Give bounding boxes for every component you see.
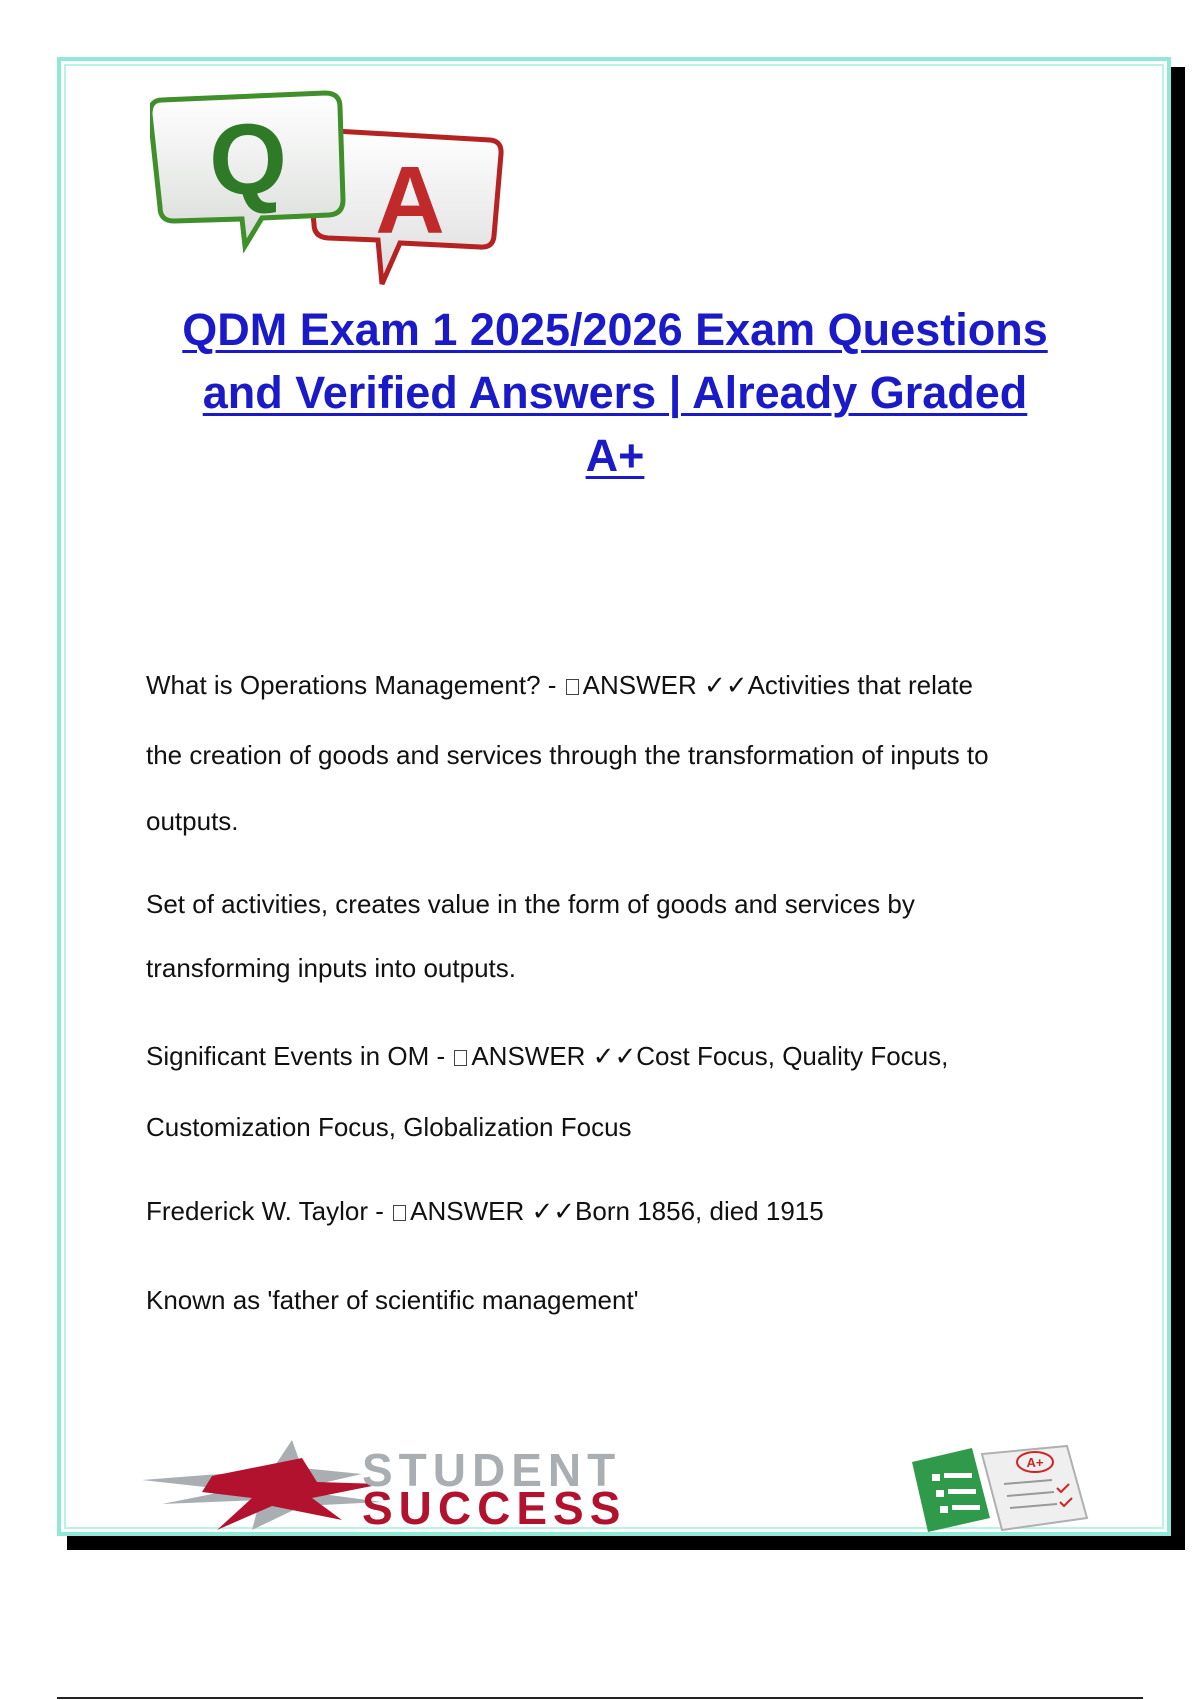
qa-item-set-of-activities	[146, 889, 1086, 984]
grade-badge: A+	[1026, 1455, 1044, 1470]
brand-line-success: SUCCESS	[362, 1482, 627, 1532]
title-line-2[interactable]: and Verified Answers | Already Graded	[202, 367, 1028, 418]
answer-text: Born 1856, died 1915	[575, 1196, 824, 1226]
qa-logo	[150, 88, 510, 298]
title-line-1[interactable]: QDM Exam 1 2025/2026 Exam Questions	[182, 304, 1048, 355]
a-letter: A	[375, 147, 445, 254]
star-swoosh-icon	[142, 1440, 382, 1530]
answer-text: Cost Focus, Quality Focus,	[636, 1041, 949, 1071]
question-text: What is Operations Management? -	[146, 670, 564, 700]
qa-line	[146, 670, 1086, 740]
answer-label: ANSWER ✓✓	[471, 1041, 637, 1071]
graded-paper-icon	[982, 1446, 1087, 1530]
qa-line: Known as 'father of scientific management'	[146, 1285, 639, 1315]
checklist-document-icon	[912, 1448, 990, 1532]
qa-line: outputs.	[146, 806, 239, 836]
qa-item-father-of-scientific-management	[146, 1285, 1086, 1316]
brand-line-student: STUDENT	[362, 1444, 622, 1496]
qa-line	[146, 1041, 1086, 1112]
title-line-3[interactable]: A+	[585, 430, 645, 481]
checkbox-marker-icon	[393, 1205, 406, 1221]
page-bottom-rule	[57, 1697, 1143, 1699]
answer-label: ANSWER ✓✓	[410, 1196, 576, 1226]
qa-line: transforming inputs into outputs.	[146, 953, 516, 983]
q-letter: Q	[209, 104, 287, 216]
checkbox-marker-icon	[566, 679, 579, 695]
answer-label: ANSWER ✓✓	[582, 670, 748, 700]
qa-line: Set of activities, creates value in the form of goods and services by	[146, 889, 915, 919]
checkbox-marker-icon	[454, 1050, 467, 1066]
qa-line: Customization Focus, Globalization Focus	[146, 1112, 632, 1142]
document-title-link[interactable]	[130, 298, 1100, 487]
answer-text: Activities that relate	[747, 670, 973, 700]
question-text: Significant Events in OM -	[146, 1041, 453, 1071]
qa-item-operations-management	[146, 670, 1086, 837]
qa-line: the creation of goods and services through the transformation of inputs to	[146, 740, 989, 770]
qa-line	[146, 1196, 1086, 1227]
qa-item-significant-events	[146, 1041, 1086, 1143]
qa-item-frederick-taylor	[146, 1196, 1086, 1227]
student-success-logo	[142, 1440, 1090, 1532]
question-text: Frederick W. Taylor -	[146, 1196, 392, 1226]
